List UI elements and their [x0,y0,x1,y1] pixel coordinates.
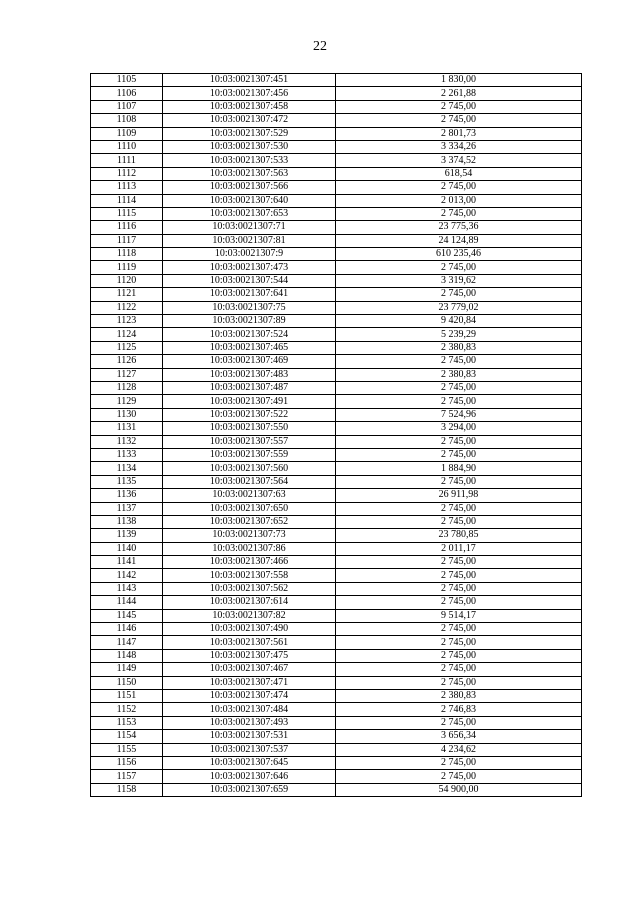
cadastral-number-cell: 10:03:0021307:645 [163,756,336,769]
row-number-cell: 1118 [91,248,163,261]
row-number-cell: 1124 [91,328,163,341]
table-row [91,515,582,528]
cadastral-value-cell: 23 780,85 [336,529,582,542]
table-row [91,448,582,461]
table-row [91,756,582,769]
cadastral-number-cell: 10:03:0021307:458 [163,100,336,113]
table-row [91,663,582,676]
row-number-cell: 1122 [91,301,163,314]
cadastral-number-cell: 10:03:0021307:474 [163,689,336,702]
cadastral-value-cell: 2 745,00 [336,663,582,676]
row-number-cell: 1153 [91,716,163,729]
table-row [91,114,582,127]
cadastral-value-cell: 9 514,17 [336,609,582,622]
cadastral-number-cell: 10:03:0021307:472 [163,114,336,127]
row-number-cell: 1152 [91,703,163,716]
row-number-cell: 1156 [91,756,163,769]
cadastral-value-cell: 7 524,96 [336,408,582,421]
cadastral-number-cell: 10:03:0021307:493 [163,716,336,729]
cadastral-number-cell: 10:03:0021307:9 [163,248,336,261]
cadastral-number-cell: 10:03:0021307:650 [163,502,336,515]
cadastral-number-cell: 10:03:0021307:559 [163,448,336,461]
row-number-cell: 1147 [91,636,163,649]
row-number-cell: 1106 [91,87,163,100]
cadastral-value-cell: 2 745,00 [336,596,582,609]
cadastral-value-cell: 2 013,00 [336,194,582,207]
cadastral-value-cell: 2 745,00 [336,448,582,461]
cadastral-number-cell: 10:03:0021307:475 [163,649,336,662]
cadastral-number-cell: 10:03:0021307:451 [163,74,336,87]
row-number-cell: 1126 [91,355,163,368]
cadastral-number-cell: 10:03:0021307:487 [163,381,336,394]
row-number-cell: 1114 [91,194,163,207]
cadastral-value-cell: 9 420,84 [336,315,582,328]
table-row [91,489,582,502]
row-number-cell: 1155 [91,743,163,756]
row-number-cell: 1117 [91,234,163,247]
row-number-cell: 1138 [91,515,163,528]
table-body [91,74,582,797]
row-number-cell: 1125 [91,341,163,354]
table-row [91,649,582,662]
row-number-cell: 1157 [91,770,163,783]
page-number: 22 [313,39,327,54]
row-number-cell: 1140 [91,542,163,555]
cadastral-number-cell: 10:03:0021307:483 [163,368,336,381]
cadastral-value-cell: 2 261,88 [336,87,582,100]
table-row [91,596,582,609]
row-number-cell: 1105 [91,74,163,87]
cadastral-number-cell: 10:03:0021307:82 [163,609,336,622]
row-number-cell: 1145 [91,609,163,622]
cadastral-value-cell: 2 745,00 [336,515,582,528]
table-row [91,462,582,475]
cadastral-value-cell: 3 334,26 [336,140,582,153]
cadastral-value-cell: 618,54 [336,167,582,180]
cadastral-number-cell: 10:03:0021307:484 [163,703,336,716]
row-number-cell: 1134 [91,462,163,475]
cadastral-value-cell: 2 745,00 [336,114,582,127]
cadastral-number-cell: 10:03:0021307:81 [163,234,336,247]
table-row [91,221,582,234]
cadastral-value-cell: 26 911,98 [336,489,582,502]
cadastral-value-cell: 2 380,83 [336,341,582,354]
cadastral-value-cell: 2 745,00 [336,288,582,301]
cadastral-number-cell: 10:03:0021307:537 [163,743,336,756]
row-number-cell: 1129 [91,395,163,408]
row-number-cell: 1133 [91,448,163,461]
table-row [91,288,582,301]
cadastral-number-cell: 10:03:0021307:466 [163,556,336,569]
row-number-cell: 1128 [91,381,163,394]
table-row [91,623,582,636]
cadastral-value-cell: 2 745,00 [336,676,582,689]
cadastral-number-cell: 10:03:0021307:653 [163,207,336,220]
table-row [91,341,582,354]
row-number-cell: 1136 [91,489,163,502]
cadastral-value-cell: 3 374,52 [336,154,582,167]
row-number-cell: 1144 [91,596,163,609]
table-row [91,435,582,448]
cadastral-value-cell: 5 239,29 [336,328,582,341]
cadastral-value-cell: 2 745,00 [336,756,582,769]
cadastral-number-cell: 10:03:0021307:75 [163,301,336,314]
cadastral-number-cell: 10:03:0021307:522 [163,408,336,421]
cadastral-number-cell: 10:03:0021307:467 [163,663,336,676]
cadastral-number-cell: 10:03:0021307:646 [163,770,336,783]
table-row [91,234,582,247]
table-row [91,609,582,622]
cadastral-value-cell: 2 380,83 [336,368,582,381]
table-row [91,676,582,689]
table-row [91,743,582,756]
table-row [91,783,582,796]
table-row [91,315,582,328]
row-number-cell: 1116 [91,221,163,234]
row-number-cell: 1148 [91,649,163,662]
cadastral-value-table [90,73,582,797]
row-number-cell: 1132 [91,435,163,448]
cadastral-value-cell: 2 745,00 [336,636,582,649]
cadastral-value-cell: 2 380,83 [336,689,582,702]
cadastral-number-cell: 10:03:0021307:471 [163,676,336,689]
table-row [91,248,582,261]
row-number-cell: 1121 [91,288,163,301]
cadastral-number-cell: 10:03:0021307:524 [163,328,336,341]
table-row [91,730,582,743]
cadastral-number-cell: 10:03:0021307:563 [163,167,336,180]
row-number-cell: 1120 [91,274,163,287]
cadastral-number-cell: 10:03:0021307:533 [163,154,336,167]
cadastral-value-cell: 2 745,00 [336,381,582,394]
cadastral-value-cell: 4 234,62 [336,743,582,756]
table-row [91,569,582,582]
cadastral-number-cell: 10:03:0021307:490 [163,623,336,636]
table-row [91,689,582,702]
cadastral-value-cell: 1 830,00 [336,74,582,87]
cadastral-number-cell: 10:03:0021307:560 [163,462,336,475]
row-number-cell: 1137 [91,502,163,515]
row-number-cell: 1111 [91,154,163,167]
table-row [91,395,582,408]
row-number-cell: 1143 [91,582,163,595]
cadastral-value-cell: 2 745,00 [336,207,582,220]
row-number-cell: 1115 [91,207,163,220]
cadastral-value-cell: 2 745,00 [336,556,582,569]
row-number-cell: 1119 [91,261,163,274]
cadastral-value-cell: 610 235,46 [336,248,582,261]
cadastral-number-cell: 10:03:0021307:614 [163,596,336,609]
table-row [91,167,582,180]
table-row [91,261,582,274]
row-number-cell: 1135 [91,475,163,488]
cadastral-number-cell: 10:03:0021307:465 [163,341,336,354]
table-row [91,422,582,435]
cadastral-value-cell: 2 011,17 [336,542,582,555]
row-number-cell: 1149 [91,663,163,676]
cadastral-value-cell: 2 745,00 [336,770,582,783]
cadastral-number-cell: 10:03:0021307:491 [163,395,336,408]
row-number-cell: 1154 [91,730,163,743]
table-row [91,368,582,381]
cadastral-value-cell: 2 745,00 [336,181,582,194]
table-row [91,502,582,515]
table-row [91,74,582,87]
row-number-cell: 1151 [91,689,163,702]
table-row [91,181,582,194]
row-number-cell: 1130 [91,408,163,421]
table-row [91,87,582,100]
table-row [91,703,582,716]
row-number-cell: 1109 [91,127,163,140]
table-row [91,381,582,394]
cadastral-number-cell: 10:03:0021307:71 [163,221,336,234]
cadastral-number-cell: 10:03:0021307:659 [163,783,336,796]
cadastral-value-cell: 2 745,00 [336,395,582,408]
table-row [91,100,582,113]
table-row [91,556,582,569]
row-number-cell: 1158 [91,783,163,796]
cadastral-number-cell: 10:03:0021307:641 [163,288,336,301]
table-row [91,716,582,729]
cadastral-value-cell: 2 745,00 [336,623,582,636]
table-row [91,529,582,542]
table-row [91,636,582,649]
cadastral-number-cell: 10:03:0021307:531 [163,730,336,743]
cadastral-value-cell: 2 746,83 [336,703,582,716]
cadastral-value-cell: 3 294,00 [336,422,582,435]
row-number-cell: 1150 [91,676,163,689]
cadastral-number-cell: 10:03:0021307:640 [163,194,336,207]
cadastral-number-cell: 10:03:0021307:566 [163,181,336,194]
cadastral-number-cell: 10:03:0021307:530 [163,140,336,153]
cadastral-value-cell: 2 745,00 [336,100,582,113]
table-row [91,274,582,287]
cadastral-value-cell: 2 801,73 [336,127,582,140]
cadastral-value-cell: 2 745,00 [336,582,582,595]
cadastral-number-cell: 10:03:0021307:544 [163,274,336,287]
cadastral-number-cell: 10:03:0021307:89 [163,315,336,328]
cadastral-value-cell: 23 779,02 [336,301,582,314]
cadastral-value-cell: 2 745,00 [336,502,582,515]
table-row [91,408,582,421]
table-row [91,154,582,167]
cadastral-value-cell: 2 745,00 [336,716,582,729]
cadastral-number-cell: 10:03:0021307:86 [163,542,336,555]
table-row [91,770,582,783]
cadastral-number-cell: 10:03:0021307:473 [163,261,336,274]
cadastral-value-cell: 1 884,90 [336,462,582,475]
cadastral-value-cell: 3 656,34 [336,730,582,743]
cadastral-value-cell: 24 124,89 [336,234,582,247]
row-number-cell: 1123 [91,315,163,328]
table-row [91,140,582,153]
table-row [91,328,582,341]
cadastral-number-cell: 10:03:0021307:558 [163,569,336,582]
cadastral-number-cell: 10:03:0021307:456 [163,87,336,100]
table-row [91,127,582,140]
table-row [91,301,582,314]
table-row [91,207,582,220]
row-number-cell: 1127 [91,368,163,381]
cadastral-value-cell: 3 319,62 [336,274,582,287]
cadastral-number-cell: 10:03:0021307:564 [163,475,336,488]
cadastral-value-cell: 2 745,00 [336,355,582,368]
cadastral-number-cell: 10:03:0021307:73 [163,529,336,542]
row-number-cell: 1112 [91,167,163,180]
table-row [91,194,582,207]
row-number-cell: 1110 [91,140,163,153]
row-number-cell: 1131 [91,422,163,435]
cadastral-number-cell: 10:03:0021307:63 [163,489,336,502]
row-number-cell: 1107 [91,100,163,113]
cadastral-number-cell: 10:03:0021307:561 [163,636,336,649]
table-row [91,475,582,488]
cadastral-value-cell: 2 745,00 [336,649,582,662]
cadastral-value-cell: 2 745,00 [336,435,582,448]
cadastral-number-cell: 10:03:0021307:557 [163,435,336,448]
cadastral-value-cell: 2 745,00 [336,569,582,582]
row-number-cell: 1108 [91,114,163,127]
cadastral-number-cell: 10:03:0021307:550 [163,422,336,435]
cadastral-number-cell: 10:03:0021307:529 [163,127,336,140]
cadastral-number-cell: 10:03:0021307:562 [163,582,336,595]
cadastral-value-cell: 2 745,00 [336,475,582,488]
table-row [91,355,582,368]
cadastral-value-cell: 2 745,00 [336,261,582,274]
row-number-cell: 1146 [91,623,163,636]
row-number-cell: 1142 [91,569,163,582]
row-number-cell: 1139 [91,529,163,542]
cadastral-value-cell: 54 900,00 [336,783,582,796]
cadastral-value-cell: 23 775,36 [336,221,582,234]
table-row [91,582,582,595]
cadastral-number-cell: 10:03:0021307:652 [163,515,336,528]
cadastral-number-cell: 10:03:0021307:469 [163,355,336,368]
table-row [91,542,582,555]
row-number-cell: 1113 [91,181,163,194]
row-number-cell: 1141 [91,556,163,569]
